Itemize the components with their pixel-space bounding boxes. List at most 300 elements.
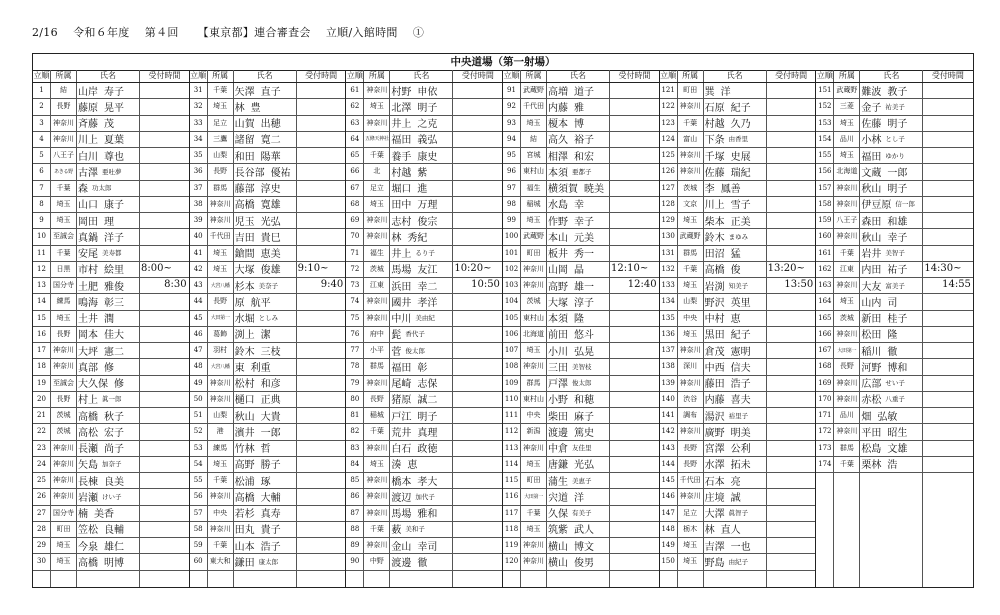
row-affiliation: 千葉	[213, 476, 228, 485]
row-number: 96	[507, 167, 516, 176]
table-row	[346, 245, 502, 262]
row-number: 29	[37, 541, 46, 550]
row-affiliation: 神奈川	[679, 151, 701, 160]
row-number: 28	[37, 524, 46, 533]
table-row	[816, 391, 973, 408]
row-affiliation: 千葉	[683, 118, 698, 127]
last-name: 土肥	[78, 281, 98, 293]
row-affiliation: 足立	[683, 508, 698, 517]
first-name: 武人	[574, 525, 594, 537]
first-name: 勝子	[260, 460, 281, 472]
row-affiliation: 宮城	[526, 151, 541, 160]
row-affiliation: 千葉	[369, 524, 384, 533]
row-affiliation: 足立	[213, 118, 228, 127]
row-name	[235, 163, 295, 179]
last-name: 文蔵	[861, 167, 882, 179]
row-number: 154	[818, 134, 832, 143]
table-row	[190, 196, 346, 213]
first-name: 紫	[417, 167, 428, 179]
row-name	[78, 505, 138, 521]
last-name: 中西	[704, 362, 725, 374]
last-name: 唐鎌	[548, 460, 568, 472]
table-row	[503, 358, 659, 375]
row-name	[861, 391, 921, 407]
row-number: 149	[661, 541, 675, 550]
last-name: 真鍋	[78, 232, 98, 244]
table-row	[660, 180, 816, 197]
row-number: 134	[661, 297, 675, 306]
schedule-block	[816, 70, 973, 587]
last-name: 廣野	[704, 427, 725, 439]
first-name: 眞一郎	[102, 395, 122, 404]
row-name	[861, 407, 921, 423]
row-name	[861, 293, 921, 309]
first-name: 由香里	[728, 135, 749, 144]
first-name: 申依	[417, 86, 438, 98]
header-affil: 所属	[682, 71, 699, 80]
table-row	[660, 553, 816, 570]
first-name: 義弘	[417, 135, 438, 147]
reception-time-end: 10:50	[471, 279, 500, 290]
row-name	[548, 407, 608, 423]
table-row	[190, 472, 346, 489]
first-name: 博和	[887, 362, 908, 374]
row-affiliation: 神奈川	[523, 541, 544, 550]
last-name: 下条	[704, 135, 725, 147]
first-name: 紀子	[730, 102, 751, 114]
first-name: 洋	[574, 492, 584, 504]
header-name: 氏名	[413, 71, 430, 80]
last-name: 原	[234, 297, 245, 309]
first-name: 憲二	[104, 346, 124, 358]
row-affiliation: 神奈川	[366, 492, 388, 501]
row-affiliation: 中央	[526, 411, 541, 420]
table-row	[816, 375, 973, 392]
last-name: 白石	[391, 444, 412, 456]
last-name: 巽	[704, 86, 715, 98]
row-affiliation: 神奈川	[836, 427, 858, 436]
row-name	[861, 245, 921, 261]
row-number: 137	[661, 346, 675, 355]
row-number: 81	[350, 411, 360, 420]
first-name: 万理	[417, 200, 438, 212]
row-affiliation: 埼玉	[213, 264, 228, 273]
row-affiliation: 千葉	[369, 427, 384, 436]
table-row	[660, 163, 816, 180]
row-name	[705, 115, 765, 131]
row-name	[78, 212, 138, 228]
first-name: 隆	[887, 330, 898, 342]
row-number: 161	[818, 248, 832, 257]
row-number: 112	[504, 427, 519, 436]
first-name: 雄仁	[104, 541, 124, 553]
table-row	[346, 310, 502, 327]
header-time: 受付時間	[775, 71, 808, 80]
row-name	[391, 245, 451, 261]
table-row	[346, 521, 502, 538]
first-name: 祐美子	[885, 102, 905, 111]
last-name: 柴本	[704, 216, 725, 228]
last-name: 山本	[234, 541, 255, 553]
row-affiliation: 品川	[839, 411, 854, 420]
last-name: 山口	[78, 200, 98, 212]
first-name: 利重	[250, 362, 271, 374]
row-number: 24	[37, 459, 46, 468]
table-row	[816, 358, 973, 375]
row-name	[78, 310, 138, 326]
row-affiliation: 埼玉	[56, 557, 71, 566]
table-row	[816, 407, 973, 424]
reception-time-end: 12:40	[627, 279, 657, 290]
row-affiliation: 神奈川	[523, 362, 544, 371]
table-row	[33, 82, 189, 99]
row-affiliation: 葛飾	[213, 329, 228, 338]
first-name: 功太郎	[92, 184, 112, 193]
first-name: 憲明	[730, 346, 751, 358]
table-row	[503, 553, 659, 570]
row-name	[235, 375, 295, 391]
first-name: 公利	[730, 444, 751, 456]
first-name: 康子	[104, 200, 124, 212]
row-number: 13	[37, 281, 46, 290]
row-number: 7	[39, 183, 44, 192]
first-name: 裕子	[574, 135, 594, 147]
row-number: 79	[350, 378, 360, 387]
row-name	[78, 228, 138, 244]
row-name	[78, 82, 138, 98]
row-affiliation: 小平	[369, 346, 384, 355]
table-row	[816, 115, 973, 132]
row-name	[548, 163, 608, 179]
header-org: 【東京都】	[197, 26, 255, 39]
row-number: 160	[818, 232, 832, 241]
table-row	[503, 212, 659, 229]
first-name: 瑞紀	[730, 167, 751, 179]
row-number: 145	[661, 476, 675, 485]
row-number: 4	[39, 134, 44, 143]
table-row	[190, 553, 346, 570]
row-name	[235, 180, 295, 196]
first-name: 信夫	[730, 362, 751, 374]
row-affiliation: 神奈川	[366, 443, 388, 452]
first-name: 貴巳	[260, 232, 281, 244]
first-name: 康太郎	[258, 557, 279, 566]
row-affiliation: 千葉	[56, 248, 71, 257]
row-name	[705, 163, 765, 179]
row-number: 54	[193, 459, 203, 468]
header-name: 氏名	[256, 71, 273, 80]
last-name: 尾崎	[391, 379, 412, 391]
last-name: 吉澤	[704, 541, 725, 553]
document-header	[32, 24, 424, 40]
row-name	[78, 277, 138, 293]
last-name: 村越	[704, 119, 725, 131]
first-name: 博文	[574, 541, 594, 553]
last-name: 村野	[391, 86, 412, 98]
table-row	[660, 472, 816, 489]
row-number: 159	[818, 216, 832, 225]
last-name: 林	[391, 232, 402, 244]
row-number: 120	[504, 557, 519, 566]
reception-time-end: 14:55	[942, 279, 971, 290]
row-name	[235, 131, 295, 147]
first-name: 幸	[574, 200, 584, 212]
row-number: 88	[350, 524, 360, 533]
row-affiliation: 茨城	[839, 313, 854, 322]
first-name: 雅俊	[104, 281, 124, 293]
first-name: 正典	[260, 395, 281, 407]
header-name: 氏名	[726, 71, 743, 80]
row-affiliation: 三鷹	[213, 134, 228, 143]
last-name: 作野	[548, 216, 568, 228]
table-row	[190, 423, 346, 440]
first-name: 雄一	[574, 281, 594, 293]
last-name: 岩瀬	[78, 492, 98, 504]
last-name: 松島	[861, 444, 882, 456]
header-name: 氏名	[883, 71, 900, 80]
last-name: 内藤	[704, 395, 725, 407]
last-name: 藤部	[234, 184, 255, 196]
row-number: 155	[818, 151, 832, 160]
last-name: 横山	[548, 541, 568, 553]
row-number: 171	[818, 411, 832, 420]
row-number: 77	[350, 346, 360, 355]
row-name	[705, 98, 765, 114]
row-affiliation: 群馬	[369, 362, 384, 371]
row-number: 146	[661, 492, 675, 501]
row-name	[548, 472, 608, 488]
first-name: 修	[114, 379, 124, 391]
row-affiliation: 埼玉	[56, 313, 71, 322]
row-name	[861, 196, 921, 212]
first-name: 幸子	[887, 232, 908, 244]
first-name: 明美	[730, 427, 751, 439]
row-affiliation: 山梨	[213, 151, 228, 160]
row-name	[861, 358, 921, 374]
last-name: 村上	[78, 395, 98, 407]
row-affiliation: 神奈川	[679, 492, 701, 501]
last-name: 児玉	[234, 216, 255, 228]
first-name: 香代子	[405, 330, 425, 339]
schedule-tables	[33, 70, 973, 587]
last-name: 湯沢	[704, 411, 725, 423]
row-number: 116	[504, 492, 519, 501]
first-name: 雅和	[417, 509, 438, 521]
row-name	[705, 358, 765, 374]
row-affiliation: 国分寺	[53, 508, 74, 517]
row-number: 58	[193, 524, 203, 533]
row-number: 68	[350, 199, 360, 208]
table-row	[503, 228, 659, 245]
row-name	[861, 261, 921, 277]
last-name: 栗林	[861, 460, 882, 472]
first-name: 隆	[574, 314, 584, 326]
row-name	[705, 440, 765, 456]
row-number: 108	[504, 362, 519, 371]
last-name: 李	[704, 184, 715, 196]
table-row	[346, 131, 502, 148]
last-name: 土井	[78, 314, 98, 326]
row-name	[861, 456, 921, 472]
row-number: 152	[818, 102, 832, 111]
last-name: 畑	[861, 411, 872, 423]
row-name	[78, 147, 138, 163]
last-name: 濱井	[234, 427, 255, 439]
row-affiliation: 千葉	[526, 508, 541, 517]
row-name	[78, 196, 138, 212]
row-number: 1	[39, 86, 44, 95]
row-affiliation: 北	[373, 167, 381, 176]
reception-time-end: 9:40	[320, 279, 344, 290]
row-affiliation: 足立	[369, 183, 384, 192]
table-row	[346, 488, 502, 505]
first-name: 俊宗	[417, 216, 438, 228]
table-row	[190, 293, 346, 310]
last-name: 伊豆原	[861, 200, 892, 212]
table-row	[346, 472, 502, 489]
table-row	[660, 245, 816, 262]
last-name: 蒲生	[548, 476, 568, 488]
table-row	[660, 196, 816, 213]
first-name: 美智枝	[572, 362, 592, 371]
row-number: 57	[193, 508, 203, 517]
table-row	[816, 293, 973, 310]
table-row	[503, 163, 659, 180]
last-name: 福田	[861, 151, 882, 163]
row-number: 97	[507, 183, 516, 192]
table-row	[346, 212, 502, 229]
first-name: 一郎	[260, 427, 281, 439]
row-name	[235, 212, 295, 228]
row-affiliation: 埼玉	[369, 459, 384, 468]
row-affiliation: 福生	[526, 183, 541, 192]
row-number: 2	[39, 102, 44, 111]
row-number: 92	[507, 102, 516, 111]
last-name: 北澤	[391, 102, 412, 114]
first-name: 信一郎	[895, 200, 915, 209]
row-number: 170	[818, 394, 832, 403]
first-name: 恵	[407, 460, 418, 472]
table-row	[660, 82, 816, 99]
last-name: 倉茂	[704, 346, 725, 358]
last-name: 石原	[704, 102, 725, 114]
first-name: 晶	[574, 265, 584, 277]
row-affiliation: 長野	[213, 167, 228, 176]
first-name: 弘晃	[574, 346, 594, 358]
first-name: 幸子	[574, 216, 594, 228]
table-row	[33, 342, 189, 359]
first-name: 明子	[887, 184, 908, 196]
row-number: 139	[661, 378, 675, 387]
row-affiliation: 埼玉	[56, 216, 71, 225]
row-affiliation: 結	[60, 86, 67, 95]
table-row	[503, 180, 659, 197]
last-name: 相澤	[548, 151, 568, 163]
row-affiliation: 町田	[56, 524, 71, 533]
row-affiliation: 江東	[369, 281, 384, 290]
row-number: 52	[193, 427, 203, 436]
row-name	[391, 505, 451, 521]
first-name: 之克	[417, 119, 438, 131]
row-name	[548, 375, 608, 391]
row-number: 106	[504, 329, 519, 338]
row-number: 9	[39, 216, 44, 225]
reception-time-start: 12:10~	[611, 262, 649, 274]
row-number: 110	[504, 394, 519, 403]
first-name: 政徳	[417, 444, 438, 456]
row-affiliation: 国分寺	[53, 281, 74, 290]
table-row	[503, 342, 659, 359]
schedule-block	[346, 70, 503, 587]
row-name	[391, 98, 451, 114]
last-name: 安尾	[78, 249, 98, 261]
row-name	[861, 375, 921, 391]
row-name	[861, 163, 921, 179]
row-number: 147	[661, 508, 675, 517]
row-number: 61	[350, 86, 360, 95]
first-name: 八重子	[885, 395, 905, 404]
row-name	[705, 521, 765, 537]
row-number: 37	[193, 183, 203, 192]
row-number: 72	[350, 264, 360, 273]
table-row	[816, 180, 973, 197]
row-name	[235, 228, 295, 244]
row-number: 165	[818, 313, 832, 322]
last-name: 稲川	[861, 346, 882, 358]
last-name: 水堀	[234, 314, 255, 326]
row-name	[235, 391, 295, 407]
header-no: 立順	[33, 71, 50, 80]
row-number: 23	[37, 443, 46, 452]
first-name: 篤史	[574, 427, 594, 439]
row-name	[391, 472, 451, 488]
last-name: 國井	[391, 297, 412, 309]
row-name	[391, 180, 451, 196]
first-name: 明子	[417, 411, 438, 423]
first-name: 昭生	[887, 427, 908, 439]
table-row	[190, 163, 346, 180]
row-affiliation: 茨城	[369, 264, 384, 273]
first-name: 一郎	[887, 167, 908, 179]
row-affiliation: 栃木	[683, 524, 698, 533]
first-name: 猛	[730, 249, 741, 261]
last-name: 猪原	[391, 395, 412, 407]
first-name: 俊太郎	[405, 346, 425, 355]
first-name: 雪子	[730, 200, 751, 212]
row-number: 27	[37, 508, 46, 517]
table-row	[503, 423, 659, 440]
table-row	[190, 147, 346, 164]
row-number: 115	[504, 476, 519, 485]
last-name: 竹林	[234, 444, 255, 456]
first-name: まゆみ	[728, 232, 749, 241]
row-affiliation: 練馬	[56, 297, 71, 306]
first-name: 淳史	[260, 184, 281, 196]
table-row	[33, 147, 189, 164]
row-name	[861, 82, 921, 98]
row-number: 105	[504, 313, 519, 322]
row-name	[705, 131, 765, 147]
row-number: 56	[193, 492, 203, 501]
row-number: 172	[818, 427, 832, 436]
row-name	[235, 261, 295, 277]
header-affil: 所属	[525, 71, 542, 80]
row-affiliation: 神奈川	[53, 118, 74, 127]
row-name	[78, 358, 138, 374]
header-name: 氏名	[570, 71, 586, 80]
row-name	[391, 488, 451, 504]
row-number: 156	[818, 167, 832, 176]
